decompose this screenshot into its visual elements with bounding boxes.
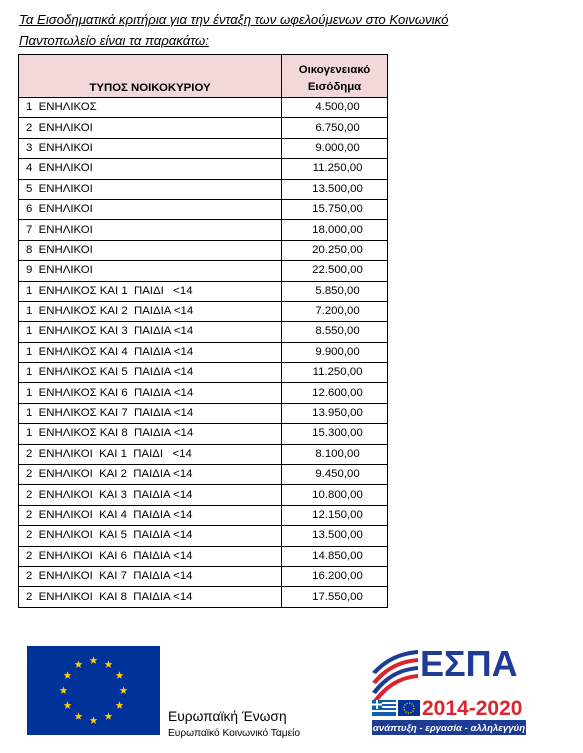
table-row — [19, 199, 388, 219]
household-type-cell: 2 ΕΝΗΛΙΚΟΙ ΚΑΙ 6 ΠΑΙΔΙΑ <14 — [19, 546, 282, 566]
family-income-cell: 11.250,00 — [282, 363, 388, 383]
table-header-row — [19, 55, 388, 98]
household-type-cell: 2 ΕΝΗΛΙΚΟΙ ΚΑΙ 3 ΠΑΙΔΙΑ <14 — [19, 485, 282, 505]
family-income-cell: 20.250,00 — [282, 240, 388, 260]
household-type-cell: 2 ΕΝΗΛΙΚΟΙ ΚΑΙ 7 ΠΑΙΔΙΑ <14 — [19, 566, 282, 586]
family-income-header-line-1: Οικογενειακό — [298, 64, 371, 76]
table-row — [19, 383, 388, 403]
espa-logo — [370, 642, 528, 738]
eu-star-icon — [75, 712, 83, 720]
household-type-cell: 6 ΕΝΗΛΙΚΟΙ — [19, 199, 282, 219]
table-row — [19, 526, 388, 546]
family-income-cell: 12.150,00 — [282, 505, 388, 525]
table-row — [19, 240, 388, 260]
family-income-cell: 11.250,00 — [282, 159, 388, 179]
family-income-cell: 9.900,00 — [282, 342, 388, 362]
family-income-cell: 15.750,00 — [282, 199, 388, 219]
household-type-cell: 8 ΕΝΗΛΙΚΟΙ — [19, 240, 282, 260]
income-criteria-table — [18, 54, 388, 608]
family-income-cell: 14.850,00 — [282, 546, 388, 566]
eu-star-icon — [64, 701, 72, 709]
table-row — [19, 301, 388, 321]
family-income-cell: 13.950,00 — [282, 403, 388, 423]
intro-line-1: Τα Εισοδηματικά κριτήρια για την ένταξη των ωφελούμενων στο Κοινωνικό — [19, 12, 449, 27]
household-type-cell: 2 ΕΝΗΛΙΚΟΙ ΚΑΙ 5 ΠΑΙΔΙΑ <14 — [19, 526, 282, 546]
family-income-cell: 9.450,00 — [282, 465, 388, 485]
eu-star-icon — [90, 656, 98, 664]
eu-star-icon — [120, 686, 128, 694]
household-type-cell: 1 ΕΝΗΛΙΚΟΣ ΚΑΙ 7 ΠΑΙΔΙΑ <14 — [19, 403, 282, 423]
table-body — [19, 98, 388, 608]
family-income-cell: 17.550,00 — [282, 587, 388, 607]
household-type-cell: 2 ΕΝΗΛΙΚΟΙ ΚΑΙ 8 ΠΑΙΔΙΑ <14 — [19, 587, 282, 607]
family-income-header-line-2: Εισόδημα — [307, 81, 362, 93]
family-income-cell: 7.200,00 — [282, 301, 388, 321]
eu-star-icon — [115, 701, 123, 709]
household-type-header: ΤΥΠΟΣ ΝΟΙΚΟΚΥΡΙΟΥ — [19, 55, 282, 98]
table-row — [19, 566, 388, 586]
table-row — [19, 118, 388, 138]
family-income-cell: 12.600,00 — [282, 383, 388, 403]
table-row — [19, 424, 388, 444]
table-row — [19, 363, 388, 383]
eu-fund-name: Ευρωπαϊκό Κοινωνικό Ταμείο — [168, 728, 301, 739]
family-income-cell: 22.500,00 — [282, 261, 388, 281]
table-row — [19, 179, 388, 199]
household-type-cell: 1 ΕΝΗΛΙΚΟΣ ΚΑΙ 5 ΠΑΙΔΙΑ <14 — [19, 363, 282, 383]
table-row — [19, 465, 388, 485]
table-row — [19, 546, 388, 566]
intro-line-2: Παντοπωλείο είναι τα παρακάτω: — [19, 33, 209, 48]
family-income-cell: 15.300,00 — [282, 424, 388, 444]
eu-star-icon — [105, 712, 113, 720]
table-row — [19, 98, 388, 118]
household-type-cell: 9 ΕΝΗΛΙΚΟΙ — [19, 261, 282, 281]
family-income-cell: 6.750,00 — [282, 118, 388, 138]
table-row — [19, 505, 388, 525]
household-type-cell: 1 ΕΝΗΛΙΚΟΣ ΚΑΙ 1 ΠΑΙΔΙ <14 — [19, 281, 282, 301]
espa-slogan: ανάπτυξη - εργασία - αλληλεγγύη — [372, 723, 526, 734]
eu-flag-logo — [27, 646, 160, 735]
household-type-cell: 1 ΕΝΗΛΙΚΟΣ ΚΑΙ 3 ΠΑΙΔΙΑ <14 — [19, 322, 282, 342]
table-row — [19, 220, 388, 240]
household-type-cell: 1 ΕΝΗΛΙΚΟΣ ΚΑΙ 6 ΠΑΙΔΙΑ <14 — [19, 383, 282, 403]
table-row — [19, 281, 388, 301]
table-row — [19, 159, 388, 179]
family-income-cell: 13.500,00 — [282, 179, 388, 199]
family-income-cell: 4.500,00 — [282, 98, 388, 118]
household-type-cell: 1 ΕΝΗΛΙΚΟΣ ΚΑΙ 4 ΠΑΙΔΙΑ <14 — [19, 342, 282, 362]
greek-flag-icon — [372, 700, 396, 716]
family-income-cell: 18.000,00 — [282, 220, 388, 240]
household-type-cell: 2 ΕΝΗΛΙΚΟΙ — [19, 118, 282, 138]
eu-star-icon — [90, 716, 98, 724]
household-type-cell: 1 ΕΝΗΛΙΚΟΣ ΚΑΙ 2 ΠΑΙΔΙΑ <14 — [19, 301, 282, 321]
table-row — [19, 444, 388, 464]
household-type-cell: 2 ΕΝΗΛΙΚΟΙ ΚΑΙ 2 ΠΑΙΔΙΑ <14 — [19, 465, 282, 485]
household-type-cell: 1 ΕΝΗΛΙΚΟΣ — [19, 98, 282, 118]
family-income-cell: 13.500,00 — [282, 526, 388, 546]
eu-name: Ευρωπαϊκή Ένωση — [168, 709, 287, 724]
table-row — [19, 587, 388, 607]
family-income-cell: 8.550,00 — [282, 322, 388, 342]
eu-star-icon — [60, 686, 68, 694]
family-income-cell: 10.800,00 — [282, 485, 388, 505]
household-type-cell: 4 ΕΝΗΛΙΚΟΙ — [19, 159, 282, 179]
espa-stripes-icon — [372, 650, 418, 704]
eu-star-icon — [105, 660, 113, 668]
household-type-cell: 1 ΕΝΗΛΙΚΟΣ ΚΑΙ 8 ΠΑΙΔΙΑ <14 — [19, 424, 282, 444]
eu-star-icon — [115, 671, 123, 679]
intro-text — [19, 9, 559, 51]
table-row — [19, 342, 388, 362]
table-row — [19, 322, 388, 342]
family-income-cell: 16.200,00 — [282, 566, 388, 586]
family-income-cell: 8.100,00 — [282, 444, 388, 464]
eu-star-icon — [75, 660, 83, 668]
family-income-cell: 9.000,00 — [282, 138, 388, 158]
household-type-cell: 5 ΕΝΗΛΙΚΟΙ — [19, 179, 282, 199]
household-type-cell: 2 ΕΝΗΛΙΚΟΙ ΚΑΙ 1 ΠΑΙΔΙ <14 — [19, 444, 282, 464]
table-row — [19, 138, 388, 158]
family-income-header — [282, 55, 388, 98]
eu-stars-icon — [27, 646, 160, 735]
table-row — [19, 485, 388, 505]
table-row — [19, 261, 388, 281]
household-type-cell: 2 ΕΝΗΛΙΚΟΙ ΚΑΙ 4 ΠΑΙΔΙΑ <14 — [19, 505, 282, 525]
household-type-cell: 3 ΕΝΗΛΙΚΟΙ — [19, 138, 282, 158]
espa-title: ΕΣΠΑ — [420, 643, 518, 684]
eu-small-flag-icon — [398, 700, 420, 716]
table-row — [19, 403, 388, 423]
family-income-cell: 5.850,00 — [282, 281, 388, 301]
eu-star-icon — [64, 671, 72, 679]
household-type-cell: 7 ΕΝΗΛΙΚΟΙ — [19, 220, 282, 240]
espa-years: 2014-2020 — [422, 697, 523, 720]
